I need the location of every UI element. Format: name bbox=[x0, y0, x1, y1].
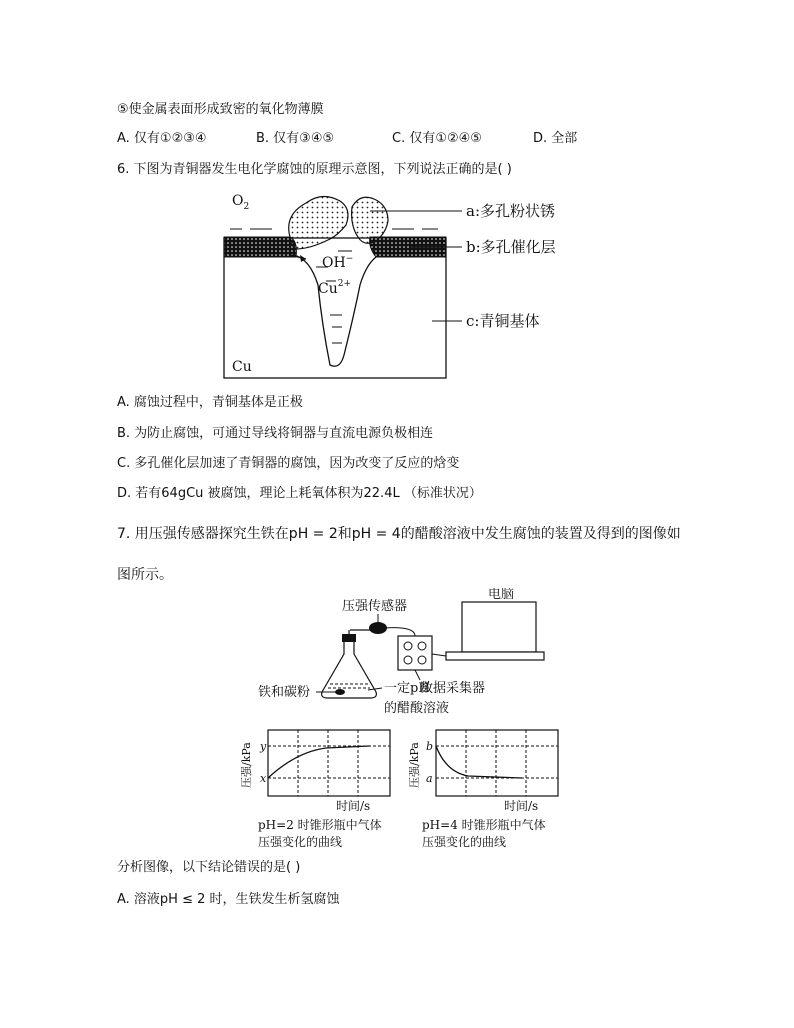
caption-line-1: pH=2 时锥形瓶中气体 bbox=[258, 818, 382, 832]
solution-label-line-2: 的醋酸溶液 bbox=[384, 701, 450, 716]
q6-option-b: B. 为防止腐蚀，可通过导线将铜器与直流电源负极相连 bbox=[117, 426, 434, 441]
y-axis-label: 压强/kPa bbox=[408, 742, 421, 788]
iron-carbon-label: 铁和碳粉 bbox=[258, 685, 311, 700]
o2-label: O bbox=[232, 193, 244, 209]
corrosion-pit bbox=[294, 255, 376, 366]
pressure-curve-ph4 bbox=[404, 728, 564, 853]
q6-option-c: C. 多孔催化层加速了青铜器的腐蚀，因为改变了反应的焓变 bbox=[117, 456, 460, 471]
option-b: B. 仅有③④⑤ bbox=[256, 131, 335, 146]
powder-rust-left bbox=[289, 196, 348, 249]
pressure-falling-curve bbox=[436, 746, 522, 778]
catalytic-layer-left bbox=[224, 237, 296, 257]
question-5-item-5: ⑤使金属表面形成致密的氧化物薄膜 bbox=[117, 102, 324, 117]
hydroxide-charge: − bbox=[345, 254, 354, 264]
iron-carbon-powder bbox=[335, 689, 345, 695]
question-7-analysis: 分析图像，以下结论错误的是( ) bbox=[117, 860, 301, 875]
computer-keyboard bbox=[446, 652, 544, 660]
y-tick-top: y bbox=[260, 740, 267, 753]
q7-option-a: A. 溶液pH ≤ 2 时，生铁发生析氢腐蚀 bbox=[117, 892, 340, 907]
q6-option-a: A. 腐蚀过程中，青铜基体是正极 bbox=[117, 395, 303, 410]
y-tick-bottom: x bbox=[260, 772, 267, 785]
option-d: D. 全部 bbox=[533, 131, 578, 146]
hydroxide-label: OH bbox=[322, 255, 346, 271]
option-a: A. 仅有①②③④ bbox=[117, 131, 207, 146]
data-collector-box bbox=[398, 636, 432, 670]
question-6-stem: 6. 下图为青铜器发生电化学腐蚀的原理示意图，下列说法正确的是( ) bbox=[117, 162, 512, 177]
svg-text:O2 bbox=[232, 193, 249, 212]
computer-label: 电脑 bbox=[488, 588, 515, 602]
copper-ion-charge: 2+ bbox=[337, 279, 352, 289]
caption-line-1: pH=4 时锥形瓶中气体 bbox=[422, 818, 546, 832]
label-porous-rust: a:多孔粉状锈 bbox=[466, 202, 555, 220]
x-axis-label: 时间/s bbox=[336, 799, 371, 813]
pressure-sensor-apparatus bbox=[250, 588, 560, 718]
caption-line-2: 压强变化的曲线 bbox=[258, 835, 343, 849]
label-porous-catalytic-layer: b:多孔催化层 bbox=[466, 238, 556, 256]
pressure-curve-ph2 bbox=[236, 728, 396, 853]
y-tick-bottom: a bbox=[426, 772, 433, 785]
y-axis-label: 压强/kPa bbox=[240, 742, 253, 788]
question-7-stem-line-2: 图所示。 bbox=[117, 567, 173, 583]
solution-label-line-1: 一定pH bbox=[384, 681, 430, 696]
option-c: C. 仅有①②④⑤ bbox=[392, 131, 482, 146]
copper-ion-label: Cu bbox=[318, 281, 338, 297]
o2-subscript: 2 bbox=[243, 202, 250, 212]
bronze-corrosion-diagram bbox=[210, 185, 590, 385]
label-bronze-base: c:青铜基体 bbox=[466, 312, 540, 330]
computer-monitor bbox=[462, 602, 536, 652]
q6-option-d: D. 若有64gCu 被腐蚀，理论上耗氧体积为22.4L （标准状况） bbox=[117, 486, 482, 501]
y-tick-top: b bbox=[426, 740, 434, 753]
powder-rust-right bbox=[352, 197, 388, 243]
x-axis-label: 时间/s bbox=[504, 799, 539, 813]
pressure-sensor-label: 压强传感器 bbox=[342, 599, 408, 614]
copper-base-label: Cu bbox=[232, 359, 252, 375]
data-collector-label: 数据采集器 bbox=[420, 681, 486, 696]
pressure-rising-curve bbox=[268, 746, 370, 778]
question-7-stem-line-1: 7. 用压强传感器探究生铁在pH = 2和pH = 4的醋酸溶液中发生腐蚀的装置及得到的图像如 bbox=[117, 526, 681, 542]
caption-line-2: 压强变化的曲线 bbox=[422, 835, 507, 849]
pressure-sensor bbox=[369, 622, 387, 634]
